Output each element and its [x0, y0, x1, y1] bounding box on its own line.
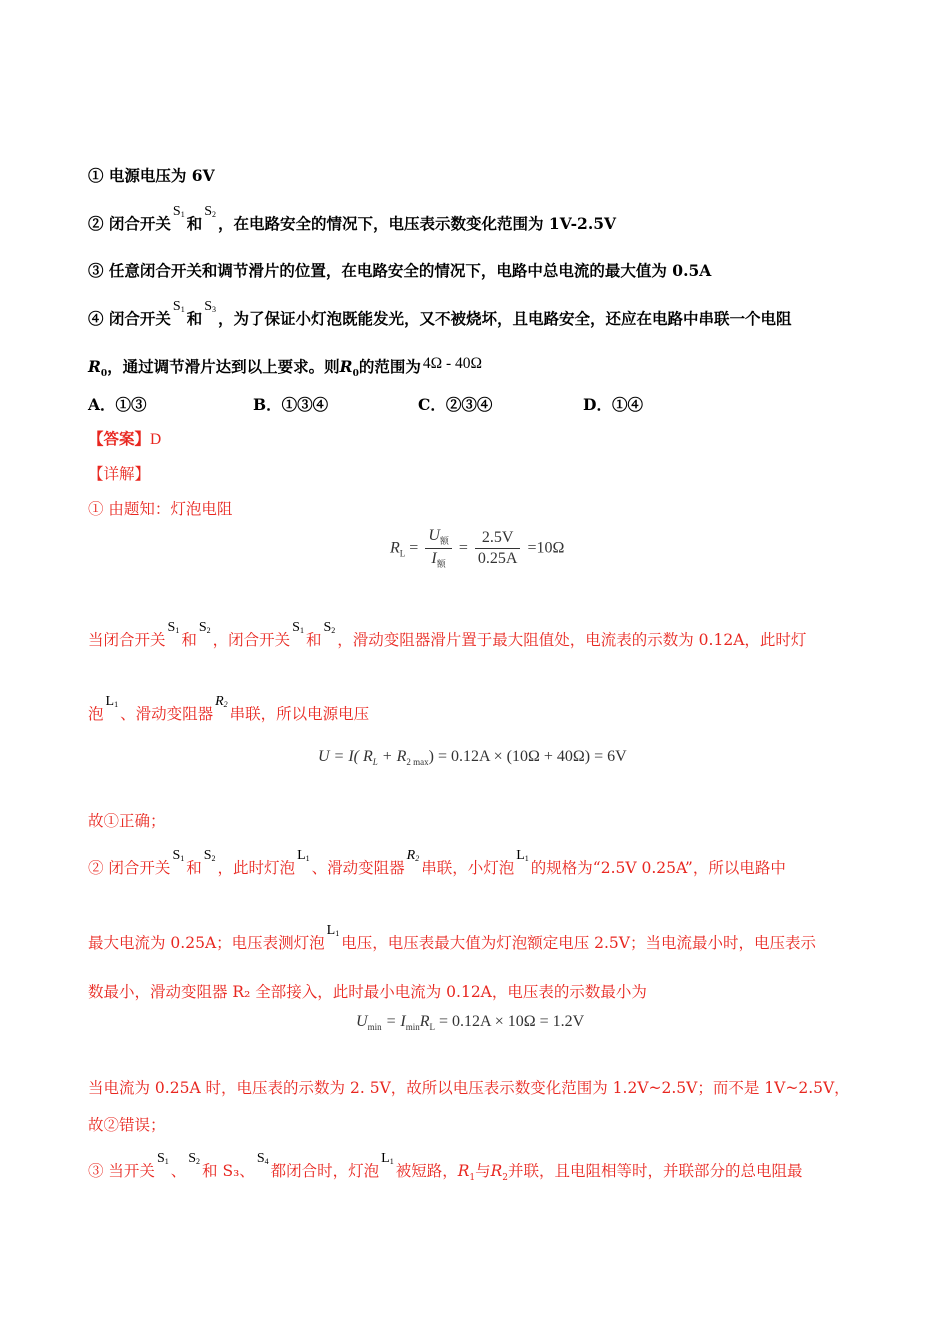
switch-s1-symbol: $S_1$: [167, 620, 180, 635]
detail-p3: 泡$L_1$、滑动变阻器$R_2$串联，所以电源电压: [88, 694, 370, 723]
switch-s1-symbol: $S_1$: [156, 1151, 169, 1166]
detail-p5: ② 闭合开关$S_1$和$S_2$，此时灯泡$L_1$、滑动变阻器$R_2$串联，小灯泡$L_1$的规格为“2.5V 0.25A”，所以电路中: [88, 848, 786, 877]
switch-s3-symbol: $S_3$: [204, 299, 217, 314]
formula-min-voltage: $U_{min} = I_{min}R_L = 0.12A \times 10\Omega = 1.2V$: [356, 1013, 585, 1033]
switch-s1-symbol: $S_1$: [172, 848, 185, 863]
detail-p6: 最大电流为 0.25A；电压表测灯泡$L_1$电压，电压表最大值为灯泡额定电压 2.5V；当电流最小时，电压表示: [88, 923, 816, 952]
switch-s2-symbol: $S_2$: [198, 620, 211, 635]
switch-s1-symbol: $S_1$: [172, 204, 185, 219]
switch-s1-symbol: $S_1$: [172, 299, 185, 314]
detail-p4: 故①正确；: [88, 812, 166, 830]
lamp-l1-symbol: $L_1$: [326, 923, 340, 938]
answer-line: 【答案】D: [88, 429, 162, 448]
switch-s2-symbol: $S_2$: [204, 204, 217, 219]
detail-p2: 当闭合开关$S_1$和$S_2$，闭合开关$S_1$和$S_2$，滑动变阻器滑片置于最大阻值处，电流表的示数为 0.12A，此时灯: [88, 620, 807, 649]
lamp-l1-symbol: $L_1$: [516, 848, 529, 863]
detail-p1: ① 由题知：灯泡电阻: [88, 500, 233, 518]
statement-4: ④ 闭合开关$S_1$ 和$S_3$ ，为了保证小灯泡既能发光，又不被烧坏，且电路安全，还应在电路中串联一个电阻: [88, 299, 792, 328]
formula-voltage: U = I( $R_L + R_{2 max}) = 0.12A \times (10\Omega + 40\Omega) = 6V$: [318, 748, 627, 768]
statement-1: ① 电源电压为 6V: [88, 166, 215, 185]
statement-4-cont: $R_0$，通过调节滑片达到以上要求。则$R_0$的范围为 4Ω - 40Ω: [88, 355, 483, 380]
switch-s1-symbol: $S_1$: [292, 620, 304, 635]
lamp-l1-symbol: $L_1$: [297, 848, 310, 863]
lamp-l1-symbol: $L_1$: [381, 1151, 394, 1166]
resistor-r2-symbol: $R_2$: [406, 848, 420, 863]
statement-2: ② 闭合开关$S_1$ 和$S_2$ ，在电路安全的情况下，电压表示数变化范围为 1V-2.5V: [88, 204, 617, 233]
detail-p10: ③ 当开关$S_1$、$S_2$和 S₃、$S_4$都闭合时，灯泡$L_1$被短路，$R_1$与$R_2$并联，且电阻相等时，并联部分的总电阻最: [88, 1151, 803, 1184]
option-c: C．②③④: [418, 395, 493, 414]
switch-s2-symbol: $S_2$: [203, 848, 216, 863]
switch-s4-symbol: $S_4$: [256, 1151, 269, 1166]
switch-s2-symbol: $S_2$: [188, 1151, 201, 1166]
formula-resistance: $R_L$ = $\frac{U_额}{I_额}$ = $\frac{2.5V}{0.25A}$ =10Ω: [390, 527, 565, 570]
option-d: D．①④: [583, 395, 643, 414]
switch-s2-symbol: $S_2$: [323, 620, 336, 635]
detail-p8: 当电流为 0.25A 时，电压表的示数为 2. 5V，故所以电压表示数变化范围为 1.2V~2.5V；而不是 1V~2.5V，: [88, 1079, 850, 1097]
lamp-l1-symbol: $L_1$: [105, 694, 119, 709]
detail-p7: 数最小，滑动变阻器 R₂ 全部接入，此时最小电流为 0.12A，电压表的示数最小为: [88, 983, 647, 1001]
option-b: B．①③④: [253, 395, 329, 414]
resistor-r2-symbol: $R_2$: [215, 694, 228, 709]
detail-label: 【详解】: [88, 465, 151, 483]
detail-p9: 故②错误；: [88, 1116, 166, 1134]
statement-3: ③ 任意闭合开关和调节滑片的位置，在电路安全的情况下，电路中总电流的最大值为 0.5A: [88, 261, 712, 280]
option-a: A．①③: [88, 395, 147, 414]
